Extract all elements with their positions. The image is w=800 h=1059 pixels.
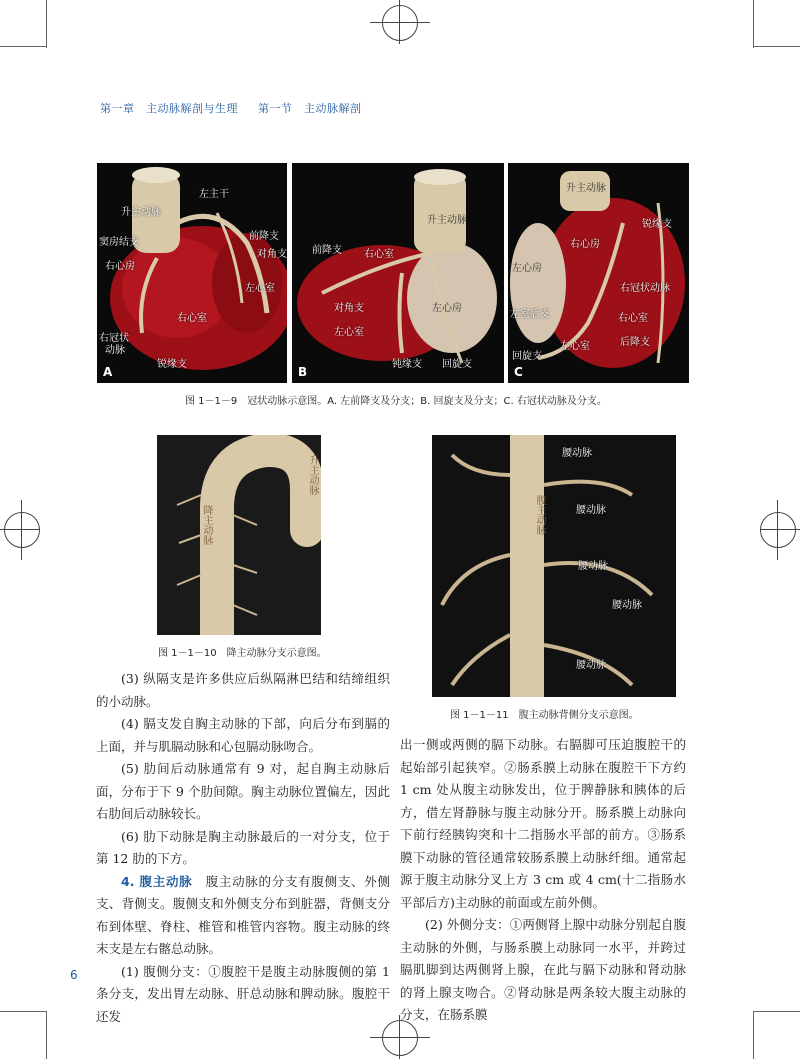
left-column — [96, 668, 390, 1028]
label-left-atrium-b: 左心房 — [432, 303, 462, 314]
label-rca-line2: 动脉 — [105, 345, 125, 356]
label-rca-line1: 右冠状 — [99, 333, 129, 344]
running-head-section: 第一节 主动脉解剖 — [258, 102, 362, 115]
label-right-ventricle-c: 右心室 — [618, 313, 648, 324]
paragraph-ventral-branches: (1) 腹侧分支：①腹腔干是腹主动脉腹侧的第 1 条分支，发出胃左动脉、肝总动脉和脾动脉。腹腔干还发 — [96, 963, 390, 1024]
crop-mark-bottom-left-v — [46, 1011, 47, 1059]
paragraph-phrenic: (4) 膈支发自胸主动脉的下部，向后分布到膈的上面，并与肌膈动脉和心包膈动脉吻合。 — [96, 716, 390, 754]
label-sinoatrial-branch: 窦房结支 — [99, 237, 139, 248]
label-lumbar-5: 腰动脉 — [576, 660, 606, 671]
panel-letter-c: C — [514, 365, 523, 379]
heart-render-a — [97, 163, 287, 383]
heart-render-b — [292, 163, 504, 383]
label-right-atrium: 右心房 — [105, 261, 135, 272]
figure-1-1-9-panel-b — [292, 163, 504, 383]
label-right-ventricle-b: 右心室 — [364, 249, 394, 260]
paragraph-mediastinal: (3) 纵隔支是许多供应后纵隔淋巴结和结缔组织的小动脉。 — [96, 671, 390, 709]
label-descending-aorta: 降主动脉 — [201, 505, 212, 545]
paragraph-subcostal: (6) 肋下动脉是胸主动脉最后的一对分支，位于第 12 肋的下方。 — [96, 828, 390, 866]
crop-mark-bottom-right-v — [753, 1011, 754, 1059]
figure-1-1-10-image — [157, 435, 321, 635]
label-diagonal: 对角支 — [257, 249, 287, 260]
abdominal-aorta-render — [432, 435, 676, 697]
paragraph-lateral-branches: (2) 外侧分支：①两侧肾上腺中动脉分别起自腹主动脉的外侧，与肠系膜上动脉同一水平，并跨过膈肌脚到达两侧肾上腺，在此与膈下动脉和肾动脉的肾上腺支吻合。②肾动脉是两条较大腹主动脉的分支，在肠系膜 — [400, 917, 686, 1022]
label-lad-b: 前降支 — [312, 245, 342, 256]
label-obtuse-marginal: 钝缘支 — [392, 359, 422, 370]
running-head — [100, 100, 378, 116]
label-rca-c: 右冠状动脉 — [620, 283, 670, 294]
label-left-ventricle: 左心室 — [245, 283, 275, 294]
panel-letter-b: B — [298, 365, 308, 379]
label-left-atrium-c: 左心房 — [512, 263, 542, 274]
panel-letter-a: A — [103, 365, 113, 379]
crop-mark-top-left-v — [46, 0, 47, 48]
figure-1-1-9-caption: 图 1－1－9 冠状动脉示意图。A. 左前降支及分支；B. 回旋支及分支；C. 右冠状动脉及分支。 — [185, 396, 607, 407]
label-lumbar-2: 腰动脉 — [576, 505, 606, 516]
label-acute-marginal-c: 锐缘支 — [642, 219, 672, 230]
figure-1-1-9-panel-c — [508, 163, 689, 383]
descending-aorta-render — [157, 435, 321, 635]
section-heading-abdominal-aorta: 4. 腹主动脉 — [121, 873, 193, 889]
label-diagonal-b: 对角支 — [334, 303, 364, 314]
label-ascending-aorta-c: 升主动脉 — [566, 183, 606, 194]
label-lad: 前降支 — [249, 231, 279, 242]
label-left-ventricle-b: 左心室 — [334, 327, 364, 338]
figure-1-1-11-caption: 图 1－1－11 腹主动脉背侧分支示意图。 — [450, 710, 639, 721]
label-lumbar-1: 腰动脉 — [562, 448, 592, 459]
paragraph-intercostal: (5) 肋间后动脉通常有 9 对，起自胸主动脉后面，分布于下 9 个肋间隙。胸主动脉位置偏左，因此右肋间后动脉较长。 — [96, 761, 390, 821]
label-right-ventricle: 右心室 — [177, 313, 207, 324]
crop-mark-top-right-h — [754, 46, 800, 47]
running-head-chapter: 第一章 主动脉解剖与生理 — [100, 102, 238, 115]
figure-1-1-9-panel-a — [97, 163, 287, 383]
label-circumflex-b: 回旋支 — [442, 359, 472, 370]
crop-mark-top-right-v — [753, 0, 754, 48]
figure-1-1-11-image — [432, 435, 676, 697]
label-acute-marginal: 锐缘支 — [157, 359, 187, 370]
crop-mark-top-left-h — [0, 46, 46, 47]
right-column — [400, 734, 686, 1027]
label-left-main: 左主干 — [199, 189, 229, 200]
label-circumflex-c: 回旋支 — [512, 351, 542, 362]
label-posterolateral: 左室后支 — [510, 309, 550, 320]
section-text-abdominal-aorta: 腹主动脉的分支有腹侧支、外侧支、背侧支。腹侧支和外侧支分布到脏器，背侧支分布到体壁、脊柱、椎管和椎管内容物。腹主动脉的终末支是左右髂总动脉。 — [96, 873, 390, 956]
page-number: 6 — [70, 968, 78, 982]
label-ascending-aorta-10: 升主动脉 — [307, 455, 318, 495]
label-ascending-aorta: 升主动脉 — [121, 207, 161, 218]
label-lumbar-4: 腰动脉 — [612, 600, 642, 611]
label-pda: 后降支 — [620, 337, 650, 348]
label-left-ventricle-c: 左心室 — [560, 341, 590, 352]
label-lumbar-3: 腰动脉 — [578, 561, 608, 572]
paragraph-continued: 出一侧或两侧的膈下动脉。右膈脚可压迫腹腔干的起始部引起狭窄。②肠系膜上动脉在腹腔干下方约 1 cm 处从腹主动脉发出，位于脾静脉和胰体的后方，借左肾静脉与腹主动脉分开。肠系膜上动脉向下前行经胰钩突和十二指肠水平部的前方。③肠系膜下动脉的管径通常较肠系膜上动脉纤细。通常起源于腹主动脉分叉上方 3 cm 或 4 cm(十二指肠水平部后方)主动脉的前面或左前外侧。 — [400, 737, 686, 910]
crop-mark-bottom-left-h — [0, 1011, 46, 1012]
crop-mark-bottom-right-h — [754, 1011, 800, 1012]
figure-1-1-10-caption: 图 1－1－10 降主动脉分支示意图。 — [158, 648, 327, 659]
label-right-atrium-c: 右心房 — [570, 239, 600, 250]
label-ascending-aorta-b: 升主动脉 — [427, 215, 467, 226]
label-abdominal-aorta: 腹主动脉 — [534, 495, 545, 535]
paragraph-abdominal-aorta — [96, 871, 390, 961]
